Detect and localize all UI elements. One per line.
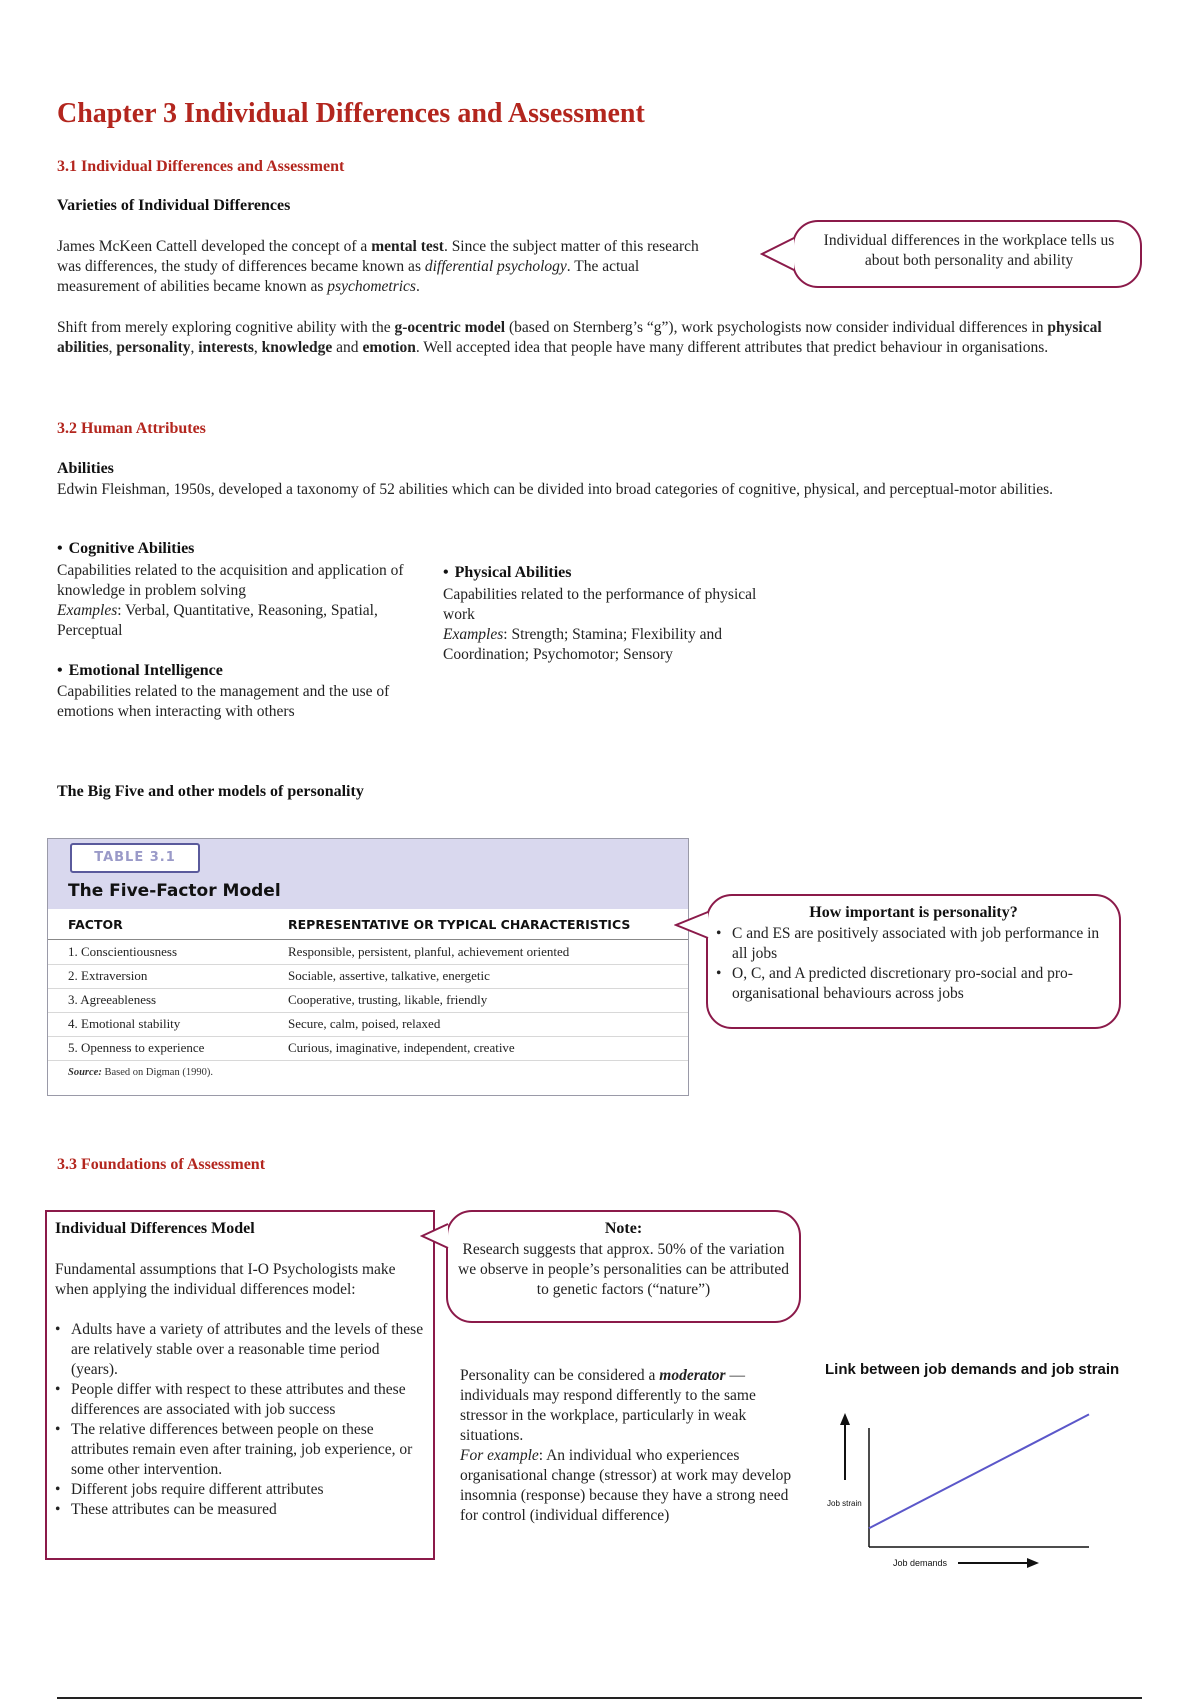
factor-cell: 1. Conscientiousness xyxy=(68,944,178,959)
table-source: Source: Based on Digman (1990). xyxy=(68,1067,213,1078)
job-strain-chart xyxy=(815,1355,1155,1580)
note-text: Research suggests that approx. 50% of the variation we observe in people’s personalities can be attributed to genetic factors (“nature”) xyxy=(458,1241,789,1298)
factor-cell: 3. Agreeableness xyxy=(68,992,157,1007)
factor-cell: 2. Extraversion xyxy=(68,968,148,983)
list-item: • C and ES are positively associated with job performance in all jobs xyxy=(716,924,1106,964)
list-item: • People differ with respect to these attributes and these differences are associated with job success xyxy=(55,1380,427,1420)
cognitive-abilities-desc: Capabilities related to the acquisition and application of knowledge in problem solving Examples: Verbal, Quantitative, Reasoning, Spatial, Perceptual xyxy=(57,562,404,639)
emotional-intelligence-desc: Capabilities related to the management and the use of emotions when interacting with others xyxy=(57,683,390,720)
table-row xyxy=(48,989,688,1013)
idm-assumptions-list xyxy=(55,1320,427,1520)
table-row xyxy=(48,965,688,989)
physical-abilities-desc: Capabilities related to the performance of physical work Examples: Strength; Stamina; Flexibility and Coordination; Psychomotor; Sensory xyxy=(443,586,757,663)
big-five-title: The Big Five and other models of personality xyxy=(57,783,364,800)
physical-abilities-head: • Physical Abilities xyxy=(443,564,572,581)
section-3-3-title: 3.3 Foundations of Assessment xyxy=(57,1156,266,1173)
y-axis-label: Job strain xyxy=(827,1499,862,1508)
list-item: • Different jobs require different attributes xyxy=(55,1480,427,1500)
characteristics-cell: Responsible, persistent, planful, achievement oriented xyxy=(288,944,570,959)
list-item: • Adults have a variety of attributes and the levels of these are relatively stable over a reasonable time period (years). xyxy=(55,1320,427,1380)
list-item: • O, C, and A predicted discretionary pro-social and pro-organisational behaviours across jobs xyxy=(716,964,1106,1004)
callout-pointer-icon xyxy=(420,1222,450,1250)
personality-callout-list xyxy=(716,924,1106,1004)
individual-differences-model-box xyxy=(45,1210,435,1560)
g-ocentric-paragraph: Shift from merely exploring cognitive ability with the g-ocentric model (based on Sternberg’s “g”), work psychologists now consider individual differences in physical abilities, personality, interests, knowledge and emotion. Well accepted idea that people have many different attributes that predict behaviour in organisations. xyxy=(57,319,1102,356)
factor-cell: 5. Openness to experience xyxy=(68,1040,205,1055)
characteristics-cell: Sociable, assertive, talkative, energetic xyxy=(288,968,490,983)
callout-pointer-icon xyxy=(674,910,710,940)
section-3-2-title: 3.2 Human Attributes xyxy=(57,420,206,437)
table-caption: The Five-Factor Model xyxy=(68,881,281,901)
personality-callout-title: How important is personality? xyxy=(809,904,1018,921)
varieties-subtitle: Varieties of Individual Differences xyxy=(57,197,291,214)
column-header-factor: FACTOR xyxy=(68,917,123,932)
list-item: • The relative differences between people on these attributes remain even after training, job experience, or some other intervention. xyxy=(55,1420,427,1480)
column-header-characteristics: REPRESENTATIVE OR TYPICAL CHARACTERISTICS xyxy=(288,917,631,932)
characteristics-cell: Curious, imaginative, independent, creative xyxy=(288,1040,515,1055)
callout-pointer-icon xyxy=(760,236,796,272)
abilities-text: Edwin Fleishman, 1950s, developed a taxonomy of 52 abilities which can be divided into broad categories of cognitive, physical, and perceptual-motor abilities. xyxy=(57,481,1054,498)
note-callout xyxy=(446,1210,801,1323)
x-arrowhead-icon xyxy=(1027,1558,1039,1568)
list-item: • These attributes can be measured xyxy=(55,1500,427,1520)
x-axis-label: Job demands xyxy=(893,1558,948,1568)
chart-title: Link between job demands and job strain xyxy=(825,1361,1120,1378)
series-line-strain xyxy=(869,1414,1089,1528)
five-factor-table xyxy=(47,838,689,1096)
header-divider xyxy=(48,939,688,940)
factor-cell: 4. Emotional stability xyxy=(68,1016,181,1031)
table-row xyxy=(48,1037,688,1061)
individual-differences-callout xyxy=(792,220,1142,288)
personality-importance-callout xyxy=(706,894,1121,1029)
section-3-1-title: 3.1 Individual Differences and Assessment xyxy=(57,158,345,175)
chapter-title: Chapter 3 Individual Differences and Assessment xyxy=(57,98,645,129)
y-arrowhead-icon xyxy=(840,1413,850,1425)
moderator-paragraph: Personality can be considered a moderator — individuals may respond differently to the same stressor in the workplace, particularly in weak situations. For example: An individual who experiences organisational change (stressor) at work may develop insomnia (response) because they have a strong need for control (individual difference) xyxy=(460,1367,792,1524)
table-tag: TABLE 3.1 xyxy=(70,843,200,873)
emotional-intelligence-head: • Emotional Intelligence xyxy=(57,662,223,679)
idm-intro: Fundamental assumptions that I-O Psychologists make when applying the individual differences model: xyxy=(55,1261,396,1298)
idm-title: Individual Differences Model xyxy=(55,1220,255,1237)
note-title: Note: xyxy=(604,1220,643,1237)
cognitive-abilities-head: • Cognitive Abilities xyxy=(57,540,195,557)
callout-text: Individual differences in the workplace tells us about both personality and ability xyxy=(823,232,1115,269)
cattell-paragraph: James McKeen Cattell developed the concept of a mental test. Since the subject matter of this research was differences, the study of differences became known as differential psychology. The actual measurement of abilities became known as psychometrics. xyxy=(57,238,699,295)
page-bottom-rule xyxy=(57,1697,1142,1699)
table-row xyxy=(48,1013,688,1037)
table-row xyxy=(48,941,688,965)
abilities-title: Abilities xyxy=(57,460,114,477)
characteristics-cell: Cooperative, trusting, likable, friendly xyxy=(288,992,488,1007)
characteristics-cell: Secure, calm, poised, relaxed xyxy=(288,1016,441,1031)
